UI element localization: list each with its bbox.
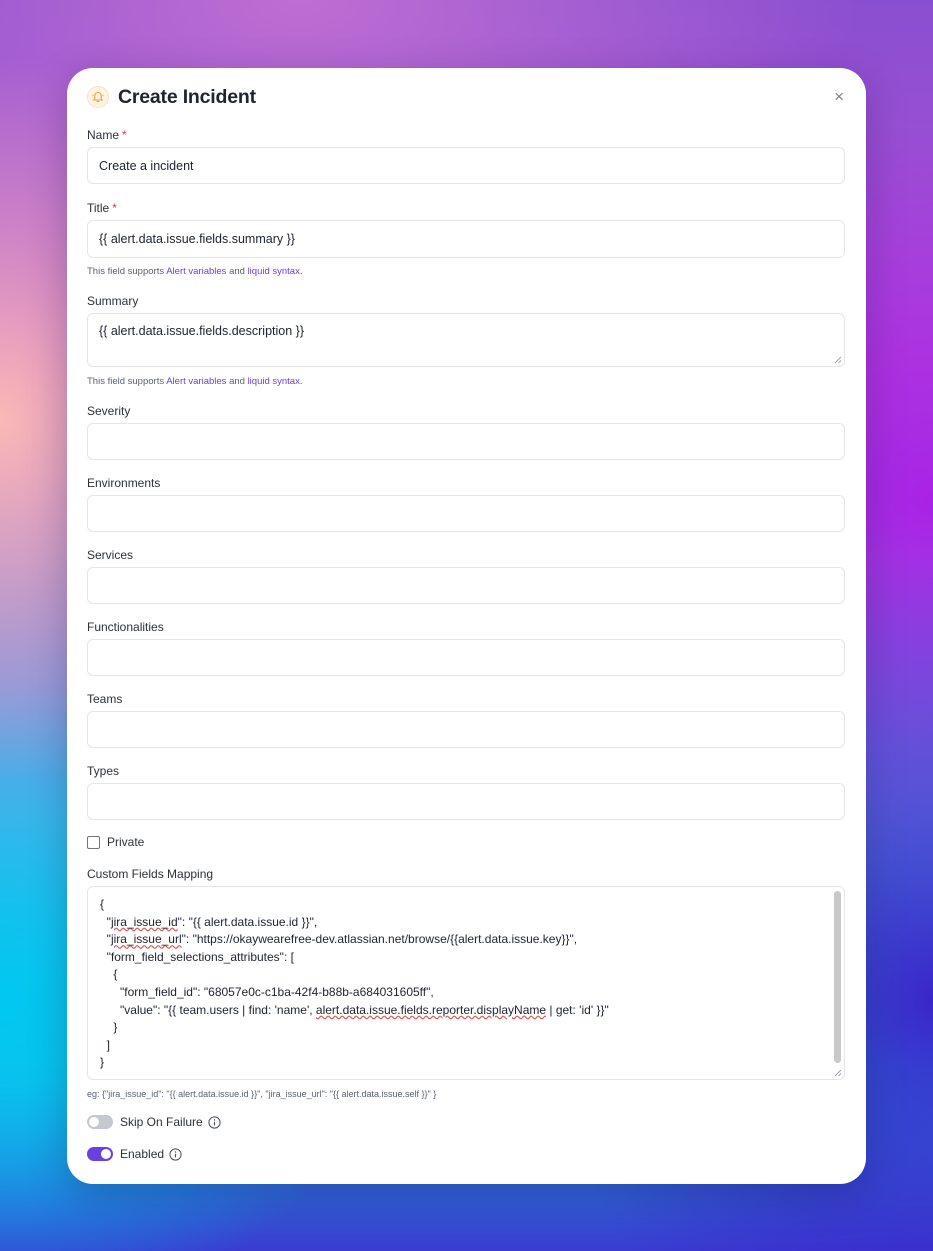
required-mark: *	[122, 128, 127, 142]
functionalities-label: Functionalities	[87, 620, 164, 634]
close-icon[interactable]: ×	[834, 87, 844, 106]
enabled-toggle[interactable]	[87, 1147, 113, 1161]
private-checkbox-row[interactable]	[87, 835, 144, 849]
custom-fields-example: eg: {"jira_issue_id": "{{ alert.data.issue.id }}", "jira_issue_url": "{{ alert.data.issue.self }}" }	[87, 1089, 437, 1099]
private-label: Private	[107, 835, 145, 849]
helper-suffix: .	[299, 266, 303, 277]
name-input-value: Create a incident	[99, 158, 194, 173]
environments-label: Environments	[87, 476, 161, 490]
skip-on-failure-toggle[interactable]	[87, 1115, 113, 1129]
summary-textarea[interactable]	[87, 313, 845, 367]
dialog-header	[87, 82, 846, 112]
code-line	[100, 914, 832, 932]
code-token: "	[100, 932, 111, 947]
code-line: }	[100, 1055, 105, 1070]
custom-fields-label: Custom Fields Mapping	[87, 867, 214, 881]
alert-variables-link[interactable]: Alert variables	[166, 266, 227, 277]
services-select[interactable]	[87, 567, 845, 604]
severity-label: Severity	[87, 404, 131, 418]
helper-suffix: .	[299, 376, 303, 387]
title-label	[87, 201, 117, 215]
scrollbar[interactable]	[834, 891, 841, 1063]
private-checkbox[interactable]	[87, 836, 100, 849]
toggle-knob	[89, 1117, 99, 1127]
resize-handle-icon[interactable]	[834, 356, 842, 364]
teams-label: Teams	[87, 692, 123, 706]
skip-on-failure-label: Skip On Failure	[120, 1115, 203, 1129]
liquid-syntax-link[interactable]: liquid syntax	[247, 376, 300, 387]
name-label-text: Name	[87, 128, 120, 142]
info-icon[interactable]	[169, 1148, 182, 1161]
code-token: alert.data.issue.fields.reporter.displayName	[315, 1002, 547, 1017]
code-token: "	[100, 914, 111, 929]
summary-textarea-value: {{ alert.data.issue.fields.description }}	[99, 324, 304, 338]
title-label-text: Title	[87, 201, 110, 215]
code-token: ": "https://okaywearefree-dev.atlassian.net/browse/{{alert.data.issue.key}}",	[181, 932, 578, 947]
custom-fields-textarea[interactable]	[87, 886, 845, 1080]
code-line	[100, 931, 832, 949]
code-line: "form_field_selections_attributes": [	[100, 949, 294, 964]
code-token: ": "{{ alert.data.issue.id }}",	[177, 914, 318, 929]
code-line: ]	[100, 1037, 111, 1052]
skip-on-failure-row	[87, 1115, 221, 1129]
helper-prefix: This field supports	[87, 266, 165, 277]
code-line: "form_field_id": "68057e0c-c1ba-42f4-b88b-a684031605ff",	[100, 984, 434, 999]
liquid-syntax-link[interactable]: liquid syntax	[247, 266, 300, 277]
code-line: {	[100, 897, 105, 911]
environments-select[interactable]	[87, 495, 845, 532]
code-line: }	[100, 1020, 118, 1035]
code-line	[100, 1002, 832, 1020]
required-mark: *	[112, 201, 117, 215]
code-token: jira_issue_url	[110, 932, 182, 947]
types-label: Types	[87, 764, 120, 778]
enabled-label: Enabled	[120, 1147, 165, 1161]
title-helper-text	[87, 266, 302, 277]
code-token: "value": "{{ team.users | find: 'name',	[100, 1002, 316, 1017]
title-input-value: {{ alert.data.issue.fields.summary }}	[99, 232, 295, 246]
toggle-knob	[101, 1149, 111, 1159]
services-label: Services	[87, 548, 134, 562]
code-token: | get: 'id' }}"	[546, 1002, 609, 1017]
severity-select[interactable]	[87, 423, 845, 460]
name-label	[87, 128, 127, 142]
info-icon[interactable]	[208, 1116, 221, 1129]
code-token: jira_issue_id	[110, 914, 178, 929]
create-incident-dialog	[67, 68, 866, 1184]
resize-handle-icon[interactable]	[834, 1069, 842, 1077]
summary-label: Summary	[87, 294, 139, 308]
bell-alert-icon	[87, 86, 109, 108]
helper-and: and	[229, 266, 245, 277]
code-line: {	[100, 967, 118, 982]
helper-and: and	[229, 376, 245, 387]
helper-prefix: This field supports	[87, 376, 165, 387]
dialog-title: Create Incident	[118, 85, 256, 108]
functionalities-select[interactable]	[87, 639, 845, 676]
title-input[interactable]	[87, 220, 845, 258]
teams-select[interactable]	[87, 711, 845, 748]
types-select[interactable]	[87, 783, 845, 820]
summary-helper-text	[87, 376, 302, 387]
name-input[interactable]	[87, 147, 845, 184]
alert-variables-link[interactable]: Alert variables	[166, 376, 227, 387]
enabled-row	[87, 1147, 182, 1161]
